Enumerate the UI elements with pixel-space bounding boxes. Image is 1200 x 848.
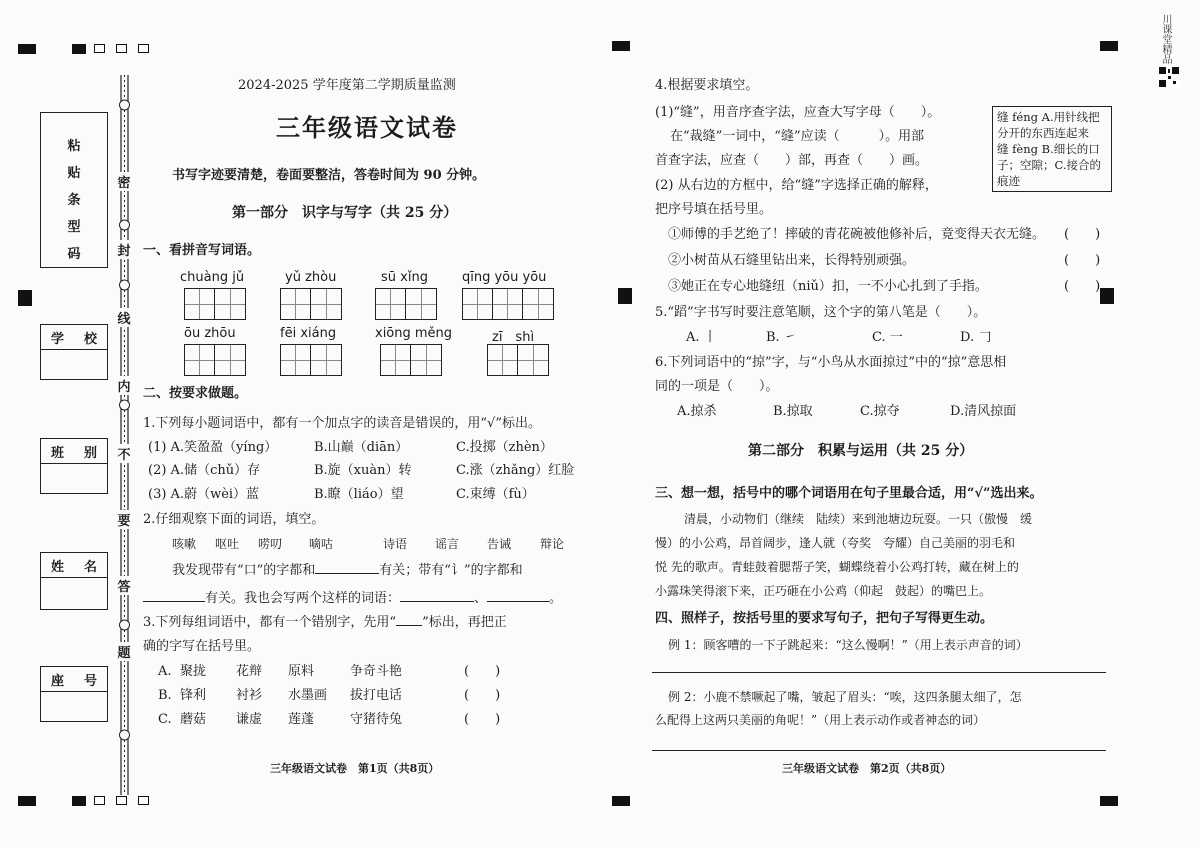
binding-char: 答 xyxy=(117,576,131,595)
writing-grid[interactable] xyxy=(280,288,342,320)
section2-title: 二、按要求做题。 xyxy=(143,386,248,401)
pinyin-label: zī shì xyxy=(492,330,535,345)
question-6-cont: 同的一项是（ ）。 xyxy=(655,379,779,394)
q1-option: (2) A.储（chǔ）存 xyxy=(148,463,261,478)
pinyin-label: sū xǐng xyxy=(381,270,428,285)
registration-mark xyxy=(612,41,630,51)
definition-box: 缝 féng A.用针线把 分开的东西连起来 缝 fèng B.细长的口 子；空隙；C.接合的 痕迹 xyxy=(992,106,1112,192)
q1-option: (3) A.蔚（wèi）蓝 xyxy=(148,487,260,502)
underline-marker xyxy=(396,625,422,626)
answer-line[interactable] xyxy=(652,672,1106,673)
section4-title: 四、照样子，按括号里的要求写句子，把句子写得更生动。 xyxy=(655,611,994,626)
q4-item: ①师傅的手艺绝了！摔破的青花碗被他修补后，竟变得天衣无缝。 xyxy=(668,227,1046,242)
registration-square xyxy=(138,44,149,53)
pinyin-label: chuàng jǔ xyxy=(180,270,245,285)
binding-char: 不 xyxy=(117,444,131,463)
part2-title: 第二部分 积累与运用（共 25 分） xyxy=(748,443,974,459)
school-field[interactable]: 学 校 xyxy=(40,324,108,380)
edge-watermark xyxy=(1158,14,1180,110)
registration-mark xyxy=(18,796,36,806)
registration-mark xyxy=(1100,796,1118,806)
answer-parens[interactable]: ( ) xyxy=(1064,227,1101,242)
q5-option: C. 一 xyxy=(872,330,903,345)
page-title: 三年级语文试卷 xyxy=(276,113,458,142)
question-3: 3.下列每组词语中，都有一个错别字，先用“ ”标出，再把正 xyxy=(143,615,507,630)
q1-option: B.瞭（liáo）望 xyxy=(314,487,404,502)
writing-grid[interactable] xyxy=(184,344,246,376)
q1-option: B.旋（xuàn）转 xyxy=(314,463,412,478)
question-4-title: 4.根据要求填空。 xyxy=(655,78,759,93)
registration-mark xyxy=(18,44,36,54)
question-6: 6.下列词语中的“掠”字，与“小鸟从水面掠过”中的“掠”意思相 xyxy=(655,355,1007,370)
question-3-cont: 确的字写在括号里。 xyxy=(143,639,261,654)
registration-square xyxy=(116,796,127,805)
question-5: 5.“蹈”字书写时要注意笔顺，这个字的第八笔是（ ）。 xyxy=(655,305,987,320)
registration-mark xyxy=(612,796,630,806)
answer-parens[interactable]: ( ) xyxy=(1064,253,1101,268)
section3-text: 小露珠笑得滚下来，正巧砸在小公鸡（仰起 鼓起）的嘴巴上。 xyxy=(655,584,992,598)
q5-option: B. ㇀ xyxy=(766,330,797,345)
answer-blank[interactable] xyxy=(487,601,549,602)
registration-mark xyxy=(1100,288,1114,304)
exam-header: 2024-2025 学年度第二学期质量监测 xyxy=(238,78,456,93)
q2-fill-line-1: 我发现带有“口”的字都和 有关；带有“讠”的字都和 xyxy=(172,563,523,578)
example-2: 例 2：小鹿不禁噘起了嘴，皱起了眉头：“唉，这四条腿太细了，怎 xyxy=(668,690,1022,704)
q1-option: (1) A.笑盈盈（yíng） xyxy=(148,440,278,455)
q4-1-line: (1)“缝”，用音序查字法，应查大写字母（ ）。 xyxy=(655,105,941,120)
registration-square xyxy=(94,796,105,805)
q3-row: C. 蘑菇 谦虚 莲蓬 守猪待兔 ( ) xyxy=(158,712,501,727)
answer-parens[interactable]: ( ) xyxy=(464,688,501,703)
question-2: 2.仔细观察下面的词语，填空。 xyxy=(143,512,325,527)
q2-word: 诗语 xyxy=(383,537,408,551)
q1-option: C.投掷（zhèn） xyxy=(456,440,553,455)
q4-2-line: 把序号填在括号里。 xyxy=(655,202,773,217)
registration-mark xyxy=(18,290,32,306)
name-field[interactable]: 姓 名 xyxy=(40,552,108,610)
part1-title: 第一部分 识字与写字（共 25 分） xyxy=(232,205,458,221)
section3-text: 慢）的小公鸡，昂首阔步，逢人就（夸奖 夸耀）自己美丽的羽毛和 xyxy=(655,536,1016,550)
page-footer: 三年级语文试卷 第1页（共8页） xyxy=(270,762,440,775)
qr-code-icon xyxy=(1158,66,1180,88)
q2-word: 咳嗽 xyxy=(172,537,197,551)
q5-option: A. 丨 xyxy=(686,330,717,345)
q6-option: D.清风掠面 xyxy=(950,404,1017,419)
answer-line[interactable] xyxy=(652,750,1106,751)
barcode-label: 粘 贴 条 型 码 xyxy=(67,139,81,262)
binding-char: 密 xyxy=(117,172,131,191)
binding-char: 封 xyxy=(117,240,131,259)
q4-item: ②小树苗从石缝里钻出来，长得特别顽强。 xyxy=(668,253,916,268)
registration-mark xyxy=(72,796,86,806)
q2-fill-line-2: 有关。我也会写两个这样的词语： 、 。 xyxy=(143,591,562,607)
q2-word: 告诫 xyxy=(487,537,512,551)
pinyin-label: qīng yōu yōu xyxy=(462,270,547,285)
binding-char: 内 xyxy=(117,376,131,395)
edge-label: 川课堂精品 xyxy=(1160,14,1171,64)
q4-1-line: 在“裁缝”一词中，“缝”应读（ ）。用部 xyxy=(670,129,925,144)
q4-1-line: 首查字法，应查（ ）部，再查（ ）画。 xyxy=(655,153,929,168)
q1-option: C.束缚（fù） xyxy=(456,487,535,502)
q6-option: A.掠杀 xyxy=(677,404,717,419)
answer-parens[interactable]: ( ) xyxy=(1064,279,1101,294)
binding-char: 要 xyxy=(117,510,131,529)
q3-row: A. 聚拢 花辩 原料 争奇斗艳 ( ) xyxy=(158,664,501,679)
answer-parens[interactable]: ( ) xyxy=(464,664,501,679)
writing-grid[interactable] xyxy=(380,344,442,376)
registration-square xyxy=(116,44,127,53)
pinyin-label: yǔ zhòu xyxy=(285,270,337,285)
instructions: 书写字迹要清楚，卷面要整洁，答卷时间为 90 分钟。 xyxy=(172,168,486,183)
q5-option: D. 𠃌 xyxy=(960,330,992,345)
registration-mark xyxy=(72,44,86,54)
registration-square xyxy=(94,44,105,53)
answer-blank[interactable] xyxy=(400,601,474,602)
registration-mark xyxy=(1100,41,1118,51)
section3-title: 三、想一想，括号中的哪个词语用在句子里最合适，用“√”选出来。 xyxy=(655,486,1043,501)
writing-grid[interactable] xyxy=(487,344,549,376)
pinyin-label: xiōng měng xyxy=(375,326,453,341)
q1-option: C.涨（zhǎng）红脸 xyxy=(456,463,575,478)
registration-mark xyxy=(618,288,632,304)
q2-word: 唠叨 xyxy=(258,537,283,551)
binding-char: 题 xyxy=(117,642,131,661)
q6-option: C.掠夺 xyxy=(860,404,900,419)
writing-grid[interactable] xyxy=(375,288,437,320)
q3-row: B. 锋利 衬衫 水墨画 拔打电话 ( ) xyxy=(158,688,501,703)
q2-word: 呕吐 xyxy=(215,537,240,551)
example-1: 例 1：顾客嘈的一下子跳起来：“这么慢啊！”（用上表示声音的词） xyxy=(668,638,1028,652)
pinyin-label: ōu zhōu xyxy=(184,326,236,341)
section3-text: 清晨，小动物们（继续 陆续）来到池塘边玩耍。一只（傲慢 缓 xyxy=(684,512,1033,526)
q4-2-line: (2) 从右边的方框中，给“缝”字选择正确的解释， xyxy=(655,178,938,193)
page-footer: 三年级语文试卷 第2页（共8页） xyxy=(782,762,952,775)
registration-square xyxy=(138,796,149,805)
class-field[interactable]: 班 别 xyxy=(40,438,108,494)
answer-blank[interactable] xyxy=(143,601,205,602)
binding-char: 线 xyxy=(117,308,131,327)
section1-title: 一、看拼音写词语。 xyxy=(143,243,261,258)
answer-blank[interactable] xyxy=(315,573,379,574)
barcode-sticker-box xyxy=(40,112,108,268)
question-1: 1.下列每小题词语中，都有一个加点字的读音是错误的，用“√”标出。 xyxy=(143,416,541,431)
q4-item: ③她正在专心地缝纽（niǔ）扣，一不小心扎到了手指。 xyxy=(668,279,988,294)
q2-word: 嘀咕 xyxy=(309,537,334,551)
writing-grid[interactable] xyxy=(280,344,342,376)
q2-word: 辩论 xyxy=(540,537,565,551)
writing-grid[interactable] xyxy=(184,288,246,320)
seat-number-field[interactable]: 座 号 xyxy=(40,666,108,722)
q6-option: B.掠取 xyxy=(773,404,813,419)
answer-parens[interactable]: ( ) xyxy=(464,712,501,727)
example-2-cont: 么配得上这两只美丽的角呢！”（用上表示动作或者神态的词） xyxy=(655,713,986,727)
section3-text: 悦 先的歌声。青蛙鼓着腮帮子笑，蝴蝶绕着小公鸡打转，藏在树上的 xyxy=(655,560,1019,574)
writing-grid[interactable] xyxy=(462,288,554,320)
pinyin-label: fēi xiáng xyxy=(280,326,337,341)
q1-option: B.山巅（diān） xyxy=(314,440,409,455)
q2-word: 谣言 xyxy=(435,537,460,551)
